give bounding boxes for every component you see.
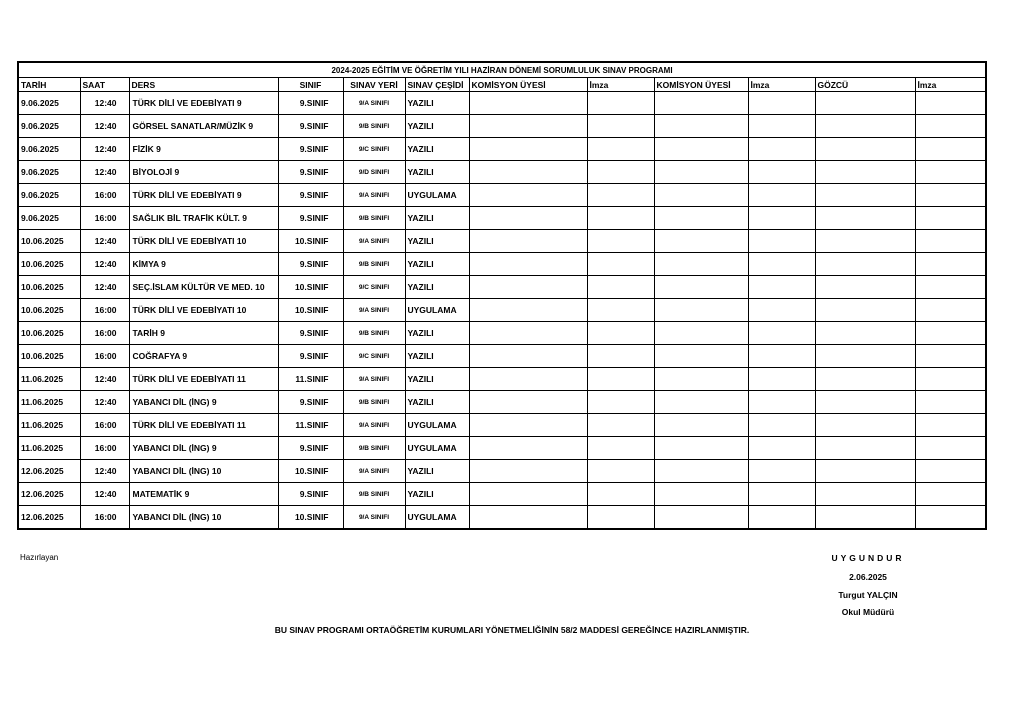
cell-komisyon-uyesi-2 (654, 460, 748, 483)
cell-tarih: 10.06.2025 (18, 230, 80, 253)
cell-imza-1 (587, 276, 654, 299)
cell-sinif: 9.SINIF (278, 184, 343, 207)
table-title: 2024-2025 EĞİTİM VE ÖĞRETİM YILI HAZİRAN DÖNEMİ SORUMLULUK SINAV PROGRAMI (18, 62, 986, 78)
cell-saat: 12:40 (80, 138, 129, 161)
table-row (18, 161, 986, 184)
cell-imza-3 (915, 368, 986, 391)
cell-imza-3 (915, 230, 986, 253)
cell-imza-3 (915, 506, 986, 530)
table-row (18, 276, 986, 299)
cell-tarih: 10.06.2025 (18, 276, 80, 299)
cell-sinav-cesidi: YAZILI (405, 368, 469, 391)
cell-komisyon-uyesi-2 (654, 161, 748, 184)
header-imza-1: İmza (587, 78, 654, 92)
cell-komisyon-uyesi-1 (469, 299, 587, 322)
cell-sinif: 9.SINIF (278, 253, 343, 276)
cell-komisyon-uyesi-1 (469, 483, 587, 506)
cell-gozcu (815, 253, 915, 276)
header-tarih: TARİH (18, 78, 80, 92)
cell-komisyon-uyesi-1 (469, 460, 587, 483)
table-row (18, 299, 986, 322)
cell-imza-2 (748, 299, 815, 322)
cell-ders: TÜRK DİLİ VE EDEBİYATI 11 (129, 414, 278, 437)
cell-ders: BİYOLOJİ 9 (129, 161, 278, 184)
cell-imza-1 (587, 345, 654, 368)
table-title-row (18, 62, 986, 78)
cell-komisyon-uyesi-2 (654, 299, 748, 322)
cell-ders: TÜRK DİLİ VE EDEBİYATI 10 (129, 230, 278, 253)
cell-komisyon-uyesi-2 (654, 483, 748, 506)
cell-imza-1 (587, 299, 654, 322)
cell-gozcu (815, 299, 915, 322)
cell-sinav-cesidi: YAZILI (405, 115, 469, 138)
cell-gozcu (815, 138, 915, 161)
cell-sinav-cesidi: YAZILI (405, 391, 469, 414)
cell-sinav-cesidi: UYGULAMA (405, 414, 469, 437)
cell-imza-1 (587, 207, 654, 230)
cell-sinav-cesidi: UYGULAMA (405, 184, 469, 207)
cell-sinav-yeri: 9/C SINIFI (343, 138, 405, 161)
cell-komisyon-uyesi-1 (469, 437, 587, 460)
cell-sinif: 9.SINIF (278, 437, 343, 460)
cell-imza-1 (587, 322, 654, 345)
cell-sinav-cesidi: UYGULAMA (405, 437, 469, 460)
cell-sinav-cesidi: YAZILI (405, 345, 469, 368)
cell-imza-1 (587, 184, 654, 207)
cell-sinif: 11.SINIF (278, 368, 343, 391)
cell-ders: COĞRAFYA 9 (129, 345, 278, 368)
cell-imza-3 (915, 92, 986, 115)
table-row (18, 322, 986, 345)
approval-date: 2.06.2025 (849, 572, 887, 582)
cell-imza-3 (915, 161, 986, 184)
cell-sinif: 9.SINIF (278, 322, 343, 345)
cell-tarih: 12.06.2025 (18, 483, 80, 506)
cell-tarih: 12.06.2025 (18, 506, 80, 530)
cell-gozcu (815, 483, 915, 506)
cell-sinif: 9.SINIF (278, 345, 343, 368)
cell-sinav-cesidi: YAZILI (405, 207, 469, 230)
cell-sinav-cesidi: UYGULAMA (405, 506, 469, 530)
cell-gozcu (815, 276, 915, 299)
cell-tarih: 9.06.2025 (18, 115, 80, 138)
cell-komisyon-uyesi-2 (654, 115, 748, 138)
cell-imza-2 (748, 322, 815, 345)
cell-gozcu (815, 460, 915, 483)
cell-imza-1 (587, 437, 654, 460)
cell-sinav-cesidi: YAZILI (405, 460, 469, 483)
cell-sinif: 9.SINIF (278, 207, 343, 230)
cell-sinav-yeri: 9/B SINIFI (343, 207, 405, 230)
cell-komisyon-uyesi-2 (654, 184, 748, 207)
cell-imza-1 (587, 483, 654, 506)
cell-tarih: 9.06.2025 (18, 138, 80, 161)
table-header-row (18, 78, 986, 92)
cell-imza-2 (748, 138, 815, 161)
cell-gozcu (815, 184, 915, 207)
cell-saat: 16:00 (80, 184, 129, 207)
cell-imza-2 (748, 345, 815, 368)
cell-komisyon-uyesi-2 (654, 207, 748, 230)
header-sinav-yeri: SINAV YERİ (343, 78, 405, 92)
cell-tarih: 11.06.2025 (18, 368, 80, 391)
cell-imza-1 (587, 92, 654, 115)
table-row (18, 345, 986, 368)
cell-imza-1 (587, 115, 654, 138)
cell-komisyon-uyesi-2 (654, 345, 748, 368)
approver-title: Okul Müdürü (841, 607, 895, 617)
cell-tarih: 11.06.2025 (18, 414, 80, 437)
cell-saat: 12:40 (80, 276, 129, 299)
table-row (18, 138, 986, 161)
cell-saat: 12:40 (80, 161, 129, 184)
cell-ders: SEÇ.İSLAM KÜLTÜR VE MED. 10 (129, 276, 278, 299)
cell-saat: 12:40 (80, 92, 129, 115)
approver-name: Turgut YALÇIN (838, 590, 898, 600)
cell-gozcu (815, 368, 915, 391)
cell-imza-2 (748, 92, 815, 115)
cell-gozcu (815, 322, 915, 345)
cell-gozcu (815, 230, 915, 253)
cell-sinav-yeri: 9/B SINIFI (343, 253, 405, 276)
cell-sinif: 10.SINIF (278, 299, 343, 322)
cell-sinav-yeri: 9/B SINIFI (343, 391, 405, 414)
table-row (18, 391, 986, 414)
cell-komisyon-uyesi-1 (469, 414, 587, 437)
cell-imza-2 (748, 207, 815, 230)
cell-imza-2 (748, 414, 815, 437)
cell-gozcu (815, 161, 915, 184)
cell-komisyon-uyesi-1 (469, 253, 587, 276)
regulation-note: BU SINAV PROGRAMI ORTAÖĞRETİM KURUMLARI YÖNETMELİĞİNİN 58/2 MADDESİ GEREĞİNCE HAZIRLANMIŞTIR. (274, 625, 750, 635)
cell-imza-1 (587, 414, 654, 437)
cell-tarih: 10.06.2025 (18, 253, 80, 276)
cell-sinif: 9.SINIF (278, 92, 343, 115)
cell-gozcu (815, 345, 915, 368)
header-gozcu: GÖZCÜ (815, 78, 915, 92)
cell-ders: YABANCI DİL (İNG) 9 (129, 437, 278, 460)
cell-saat: 16:00 (80, 322, 129, 345)
table-row (18, 253, 986, 276)
cell-sinif: 10.SINIF (278, 230, 343, 253)
cell-imza-2 (748, 161, 815, 184)
cell-komisyon-uyesi-2 (654, 276, 748, 299)
cell-ders: TÜRK DİLİ VE EDEBİYATI 11 (129, 368, 278, 391)
cell-imza-1 (587, 391, 654, 414)
cell-ders: TARİH 9 (129, 322, 278, 345)
cell-imza-2 (748, 368, 815, 391)
table-body (18, 92, 986, 530)
cell-tarih: 11.06.2025 (18, 391, 80, 414)
cell-sinif: 9.SINIF (278, 138, 343, 161)
cell-gozcu (815, 414, 915, 437)
cell-komisyon-uyesi-2 (654, 138, 748, 161)
table-row (18, 92, 986, 115)
cell-ders: TÜRK DİLİ VE EDEBİYATI 9 (129, 92, 278, 115)
cell-gozcu (815, 207, 915, 230)
cell-imza-3 (915, 483, 986, 506)
cell-sinav-yeri: 9/B SINIFI (343, 437, 405, 460)
cell-komisyon-uyesi-1 (469, 506, 587, 530)
cell-imza-2 (748, 437, 815, 460)
cell-gozcu (815, 391, 915, 414)
header-imza-3: İmza (915, 78, 986, 92)
cell-imza-3 (915, 207, 986, 230)
cell-komisyon-uyesi-2 (654, 253, 748, 276)
cell-ders: TÜRK DİLİ VE EDEBİYATI 9 (129, 184, 278, 207)
table-row (18, 230, 986, 253)
cell-imza-1 (587, 506, 654, 530)
cell-saat: 16:00 (80, 299, 129, 322)
cell-imza-3 (915, 322, 986, 345)
cell-imza-2 (748, 391, 815, 414)
header-sinif: SINIF (278, 78, 343, 92)
cell-saat: 16:00 (80, 506, 129, 530)
cell-sinav-cesidi: YAZILI (405, 230, 469, 253)
cell-komisyon-uyesi-1 (469, 138, 587, 161)
cell-sinif: 9.SINIF (278, 391, 343, 414)
cell-sinav-yeri: 9/B SINIFI (343, 322, 405, 345)
cell-sinav-yeri: 9/A SINIFI (343, 368, 405, 391)
cell-sinif: 9.SINIF (278, 115, 343, 138)
cell-saat: 12:40 (80, 230, 129, 253)
cell-imza-3 (915, 184, 986, 207)
cell-imza-2 (748, 115, 815, 138)
cell-saat: 12:40 (80, 253, 129, 276)
cell-komisyon-uyesi-1 (469, 230, 587, 253)
cell-ders: TÜRK DİLİ VE EDEBİYATI 10 (129, 299, 278, 322)
cell-gozcu (815, 92, 915, 115)
cell-sinav-cesidi: YAZILI (405, 253, 469, 276)
cell-komisyon-uyesi-1 (469, 184, 587, 207)
cell-sinif: 10.SINIF (278, 506, 343, 530)
cell-komisyon-uyesi-1 (469, 391, 587, 414)
header-sinav-cesidi: SINAV ÇEŞİDİ (405, 78, 469, 92)
cell-komisyon-uyesi-2 (654, 92, 748, 115)
cell-saat: 12:40 (80, 368, 129, 391)
cell-sinav-yeri: 9/B SINIFI (343, 483, 405, 506)
cell-sinif: 10.SINIF (278, 276, 343, 299)
cell-tarih: 11.06.2025 (18, 437, 80, 460)
cell-tarih: 9.06.2025 (18, 92, 80, 115)
table-row (18, 460, 986, 483)
cell-sinav-yeri: 9/A SINIFI (343, 230, 405, 253)
cell-saat: 12:40 (80, 391, 129, 414)
cell-tarih: 10.06.2025 (18, 322, 80, 345)
cell-imza-2 (748, 483, 815, 506)
cell-ders: YABANCI DİL (İNG) 9 (129, 391, 278, 414)
cell-saat: 16:00 (80, 345, 129, 368)
cell-imza-2 (748, 184, 815, 207)
cell-imza-3 (915, 115, 986, 138)
cell-tarih: 10.06.2025 (18, 345, 80, 368)
cell-imza-2 (748, 253, 815, 276)
cell-sinav-cesidi: YAZILI (405, 92, 469, 115)
cell-imza-3 (915, 460, 986, 483)
cell-komisyon-uyesi-1 (469, 207, 587, 230)
cell-imza-2 (748, 506, 815, 530)
header-ders: DERS (129, 78, 278, 92)
cell-sinav-yeri: 9/A SINIFI (343, 414, 405, 437)
cell-ders: FİZİK 9 (129, 138, 278, 161)
cell-imza-3 (915, 437, 986, 460)
cell-komisyon-uyesi-1 (469, 368, 587, 391)
cell-tarih: 9.06.2025 (18, 161, 80, 184)
cell-sinav-yeri: 9/B SINIFI (343, 115, 405, 138)
table-row (18, 115, 986, 138)
header-saat: SAAT (80, 78, 129, 92)
cell-imza-3 (915, 138, 986, 161)
table-row (18, 437, 986, 460)
cell-gozcu (815, 506, 915, 530)
cell-ders: SAĞLIK BİL TRAFİK KÜLT. 9 (129, 207, 278, 230)
cell-tarih: 12.06.2025 (18, 460, 80, 483)
cell-tarih: 10.06.2025 (18, 299, 80, 322)
cell-tarih: 9.06.2025 (18, 207, 80, 230)
cell-imza-3 (915, 253, 986, 276)
cell-sinav-yeri: 9/A SINIFI (343, 92, 405, 115)
table-row (18, 184, 986, 207)
approval-label: UYGUNDUR (831, 553, 905, 563)
cell-sinav-yeri: 9/D SINIFI (343, 161, 405, 184)
cell-komisyon-uyesi-2 (654, 230, 748, 253)
cell-komisyon-uyesi-1 (469, 92, 587, 115)
cell-komisyon-uyesi-1 (469, 322, 587, 345)
cell-komisyon-uyesi-2 (654, 322, 748, 345)
cell-komisyon-uyesi-2 (654, 437, 748, 460)
cell-imza-1 (587, 230, 654, 253)
cell-sinav-cesidi: YAZILI (405, 161, 469, 184)
cell-imza-1 (587, 253, 654, 276)
table-row (18, 368, 986, 391)
cell-sinav-cesidi: YAZILI (405, 483, 469, 506)
cell-imza-1 (587, 138, 654, 161)
header-komisyon-uyesi-1: KOMİSYON ÜYESİ (469, 78, 587, 92)
cell-komisyon-uyesi-1 (469, 115, 587, 138)
cell-komisyon-uyesi-1 (469, 345, 587, 368)
cell-imza-3 (915, 345, 986, 368)
cell-sinav-yeri: 9/A SINIFI (343, 460, 405, 483)
cell-sinav-yeri: 9/A SINIFI (343, 184, 405, 207)
cell-tarih: 9.06.2025 (18, 184, 80, 207)
header-imza-2: İmza (748, 78, 815, 92)
cell-imza-1 (587, 460, 654, 483)
table-row (18, 483, 986, 506)
cell-sinav-cesidi: YAZILI (405, 138, 469, 161)
cell-sinif: 9.SINIF (278, 161, 343, 184)
cell-sinav-yeri: 9/C SINIFI (343, 345, 405, 368)
cell-imza-2 (748, 276, 815, 299)
cell-gozcu (815, 437, 915, 460)
cell-gozcu (815, 115, 915, 138)
cell-sinav-yeri: 9/A SINIFI (343, 299, 405, 322)
cell-saat: 12:40 (80, 460, 129, 483)
cell-saat: 12:40 (80, 483, 129, 506)
table-row (18, 414, 986, 437)
cell-sinav-cesidi: YAZILI (405, 276, 469, 299)
header-komisyon-uyesi-2: KOMİSYON ÜYESİ (654, 78, 748, 92)
cell-komisyon-uyesi-2 (654, 414, 748, 437)
cell-imza-2 (748, 460, 815, 483)
cell-saat: 16:00 (80, 414, 129, 437)
cell-ders: YABANCI DİL (İNG) 10 (129, 506, 278, 530)
cell-komisyon-uyesi-2 (654, 368, 748, 391)
cell-saat: 16:00 (80, 437, 129, 460)
cell-imza-1 (587, 368, 654, 391)
cell-sinav-cesidi: YAZILI (405, 322, 469, 345)
cell-imza-2 (748, 230, 815, 253)
cell-ders: MATEMATİK 9 (129, 483, 278, 506)
cell-sinif: 11.SINIF (278, 414, 343, 437)
cell-komisyon-uyesi-1 (469, 161, 587, 184)
cell-komisyon-uyesi-1 (469, 276, 587, 299)
cell-ders: GÖRSEL SANATLAR/MÜZİK 9 (129, 115, 278, 138)
cell-imza-3 (915, 276, 986, 299)
cell-imza-1 (587, 161, 654, 184)
cell-sinav-cesidi: UYGULAMA (405, 299, 469, 322)
cell-saat: 16:00 (80, 207, 129, 230)
prepared-by-label: Hazırlayan (20, 553, 59, 562)
cell-sinif: 10.SINIF (278, 460, 343, 483)
cell-ders: KİMYA 9 (129, 253, 278, 276)
cell-komisyon-uyesi-2 (654, 506, 748, 530)
cell-sinav-yeri: 9/A SINIFI (343, 506, 405, 530)
table-row (18, 506, 986, 530)
cell-sinif: 9.SINIF (278, 483, 343, 506)
cell-imza-3 (915, 414, 986, 437)
cell-sinav-yeri: 9/C SINIFI (343, 276, 405, 299)
cell-ders: YABANCI DİL (İNG) 10 (129, 460, 278, 483)
cell-saat: 12:40 (80, 115, 129, 138)
exam-schedule-table (17, 61, 987, 530)
cell-imza-3 (915, 391, 986, 414)
cell-komisyon-uyesi-2 (654, 391, 748, 414)
cell-imza-3 (915, 299, 986, 322)
table-row (18, 207, 986, 230)
